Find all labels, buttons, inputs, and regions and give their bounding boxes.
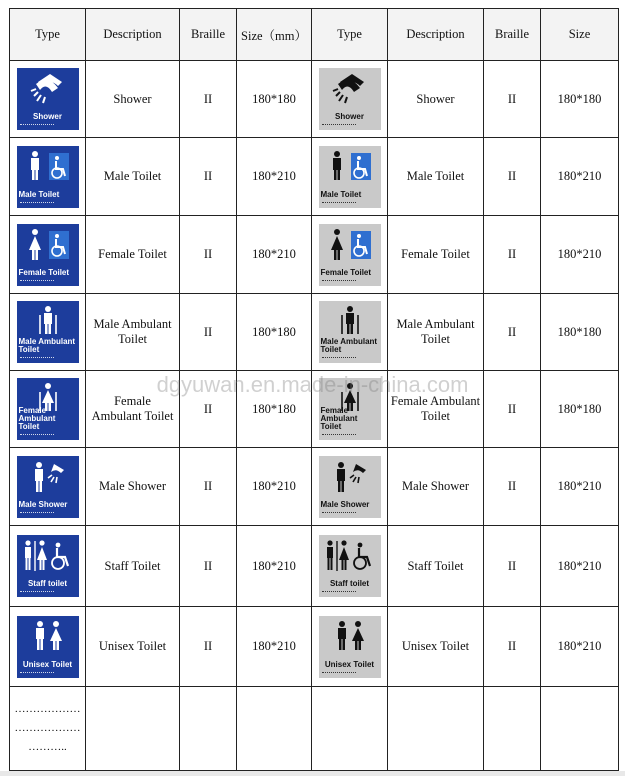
table-row [10, 526, 619, 607]
braille-dots [322, 672, 356, 675]
header-size-right: Size [541, 9, 619, 61]
size-cell: 180*210 [237, 448, 312, 526]
product-spec-table [9, 8, 619, 771]
sign-label: Male Shower [320, 499, 370, 509]
staff-toilet-sign-silver [319, 535, 381, 597]
description-cell: Male Shower [86, 448, 180, 526]
type-cell [10, 294, 86, 371]
description-cell: Unisex Toilet [86, 607, 180, 687]
type-cell [312, 607, 388, 687]
size-cell: 180*210 [237, 216, 312, 294]
size-cell: 180*180 [237, 371, 312, 448]
type-cell [10, 526, 86, 607]
braille-dots [20, 124, 54, 127]
male-shower-sign-silver [319, 456, 381, 518]
male-accessible-sign-blue [17, 146, 79, 208]
header-description-right: Description [388, 9, 484, 61]
sign-label: Male Toilet [18, 189, 60, 199]
description-cell: Male Ambulant Toilet [388, 294, 484, 371]
braille-cell: II [180, 448, 237, 526]
description-cell: Unisex Toilet [388, 607, 484, 687]
table-row [10, 607, 619, 687]
ellipsis-line: ……………… [14, 722, 81, 734]
sign-label: Female Toilet [18, 267, 70, 277]
braille-dots [20, 202, 54, 205]
braille-dots [20, 280, 54, 283]
braille-dots [322, 512, 356, 515]
ellipsis-line: ……….. [28, 741, 67, 753]
female-accessible-sign-blue [17, 224, 79, 286]
table-row [10, 216, 619, 294]
description-cell: Female Ambulant Toilet [388, 371, 484, 448]
male-ambulant-sign-blue [17, 301, 79, 363]
header-braille-left: Braille [180, 9, 237, 61]
header-row [10, 9, 619, 61]
male-shower-icon [17, 460, 79, 494]
description-cell: Male Ambulant Toilet [86, 294, 180, 371]
shower-sign-silver [319, 68, 381, 130]
braille-cell: II [484, 607, 541, 687]
sign-label: Unisex Toilet [22, 659, 73, 669]
page-bottom-edge [0, 771, 625, 776]
description-cell: Shower [388, 61, 484, 138]
shower-icon [319, 72, 381, 106]
header-description-left: Description [86, 9, 180, 61]
braille-dots [322, 434, 356, 437]
braille-dots [322, 357, 356, 360]
braille-dots [20, 357, 54, 360]
female-accessible-sign-silver [319, 224, 381, 286]
sign-label: Staff toilet [329, 579, 370, 588]
braille-dots [322, 280, 356, 283]
sign-label: Female Ambulant Toilet [320, 406, 358, 431]
staff-toilet-icon [319, 539, 381, 573]
table-row [10, 448, 619, 526]
header-size-left: Size（mm） [237, 9, 312, 61]
size-cell: 180*180 [541, 61, 619, 138]
size-cell: 180*180 [237, 294, 312, 371]
braille-cell: II [180, 607, 237, 687]
male-shower-icon [319, 460, 381, 494]
description-cell: Male Toilet [388, 138, 484, 216]
braille-cell: II [180, 294, 237, 371]
type-cell [312, 138, 388, 216]
size-cell: 180*210 [541, 138, 619, 216]
sign-label: Male Ambulant Toilet [18, 337, 76, 354]
sign-label: Shower [33, 112, 62, 121]
female-accessible-icon [319, 228, 381, 262]
sign-label: Female Ambulant Toilet [18, 406, 56, 431]
header-type-right: Type [312, 9, 388, 61]
braille-cell: II [484, 448, 541, 526]
type-cell [312, 61, 388, 138]
braille-cell: II [180, 216, 237, 294]
size-cell: 180*210 [237, 607, 312, 687]
braille-cell: II [180, 138, 237, 216]
sign-label: Female Toilet [320, 267, 372, 277]
braille-cell: II [180, 61, 237, 138]
braille-cell: II [484, 138, 541, 216]
braille-dots [20, 672, 54, 675]
female-accessible-icon [17, 228, 79, 262]
braille-dots [322, 124, 356, 127]
male-ambulant-sign-silver [319, 301, 381, 363]
description-cell: Shower [86, 61, 180, 138]
watermark: dgyuwan.en.made-in-china.com [156, 372, 469, 397]
empty-cell [180, 687, 237, 771]
type-cell [10, 371, 86, 448]
sign-label: Staff toilet [27, 579, 68, 588]
braille-cell: II [484, 216, 541, 294]
shower-sign-blue [17, 68, 79, 130]
unisex-toilet-icon [319, 620, 381, 652]
size-cell: 180*210 [541, 526, 619, 607]
braille-dots [20, 512, 54, 515]
braille-dots [322, 202, 356, 205]
male-ambulant-icon [17, 305, 79, 335]
description-cell: Female Toilet [388, 216, 484, 294]
female-ambulant-sign-silver [319, 378, 381, 440]
type-cell [10, 607, 86, 687]
staff-toilet-icon [17, 539, 79, 573]
shower-icon [17, 72, 79, 106]
description-cell: Staff Toilet [388, 526, 484, 607]
header-type-left: Type [10, 9, 86, 61]
braille-cell: II [180, 526, 237, 607]
table-row [10, 138, 619, 216]
braille-dots [20, 434, 54, 437]
braille-cell: II [484, 61, 541, 138]
unisex-toilet-icon [17, 620, 79, 652]
type-cell [312, 526, 388, 607]
header-braille-right: Braille [484, 9, 541, 61]
size-cell: 180*210 [237, 526, 312, 607]
type-cell [312, 371, 388, 448]
type-cell [10, 448, 86, 526]
description-cell: Staff Toilet [86, 526, 180, 607]
sign-label: Shower [335, 112, 364, 121]
description-cell: Female Toilet [86, 216, 180, 294]
male-ambulant-icon [319, 305, 381, 335]
braille-cell: II [484, 294, 541, 371]
type-cell [312, 294, 388, 371]
male-shower-sign-blue [17, 456, 79, 518]
table-row [10, 371, 619, 448]
size-cell: 180*210 [541, 607, 619, 687]
braille-dots [20, 591, 54, 594]
male-accessible-icon [319, 150, 381, 182]
empty-cell [237, 687, 312, 771]
sign-label: Male Toilet [320, 189, 362, 199]
size-cell: 180*210 [541, 216, 619, 294]
empty-cell [312, 687, 388, 771]
more-items-cell [10, 687, 86, 771]
type-cell [10, 61, 86, 138]
description-cell: Male Toilet [86, 138, 180, 216]
sign-label: Male Shower [18, 499, 68, 509]
type-cell [312, 216, 388, 294]
braille-dots [322, 591, 356, 594]
staff-toilet-sign-blue [17, 535, 79, 597]
empty-cell [388, 687, 484, 771]
female-ambulant-sign-blue [17, 378, 79, 440]
empty-cell [541, 687, 619, 771]
sign-label: Male Ambulant Toilet [320, 337, 378, 354]
empty-cell [484, 687, 541, 771]
type-cell [312, 448, 388, 526]
table-row [10, 61, 619, 138]
size-cell: 180*210 [237, 138, 312, 216]
ellipsis-line: ……………… [14, 703, 81, 715]
table-row [10, 294, 619, 371]
male-accessible-sign-silver [319, 146, 381, 208]
description-cell: Male Shower [388, 448, 484, 526]
braille-cell: II [484, 371, 541, 448]
braille-cell: II [484, 526, 541, 607]
empty-cell [86, 687, 180, 771]
description-cell: Female Ambulant Toilet [86, 371, 180, 448]
table-row-more [10, 687, 619, 771]
size-cell: 180*180 [237, 61, 312, 138]
male-accessible-icon [17, 150, 79, 182]
size-cell: 180*180 [541, 371, 619, 448]
type-cell [10, 216, 86, 294]
unisex-toilet-sign-silver [319, 616, 381, 678]
size-cell: 180*210 [541, 448, 619, 526]
unisex-toilet-sign-blue [17, 616, 79, 678]
sign-label: Unisex Toilet [324, 659, 375, 669]
type-cell [10, 138, 86, 216]
braille-cell: II [180, 371, 237, 448]
size-cell: 180*180 [541, 294, 619, 371]
